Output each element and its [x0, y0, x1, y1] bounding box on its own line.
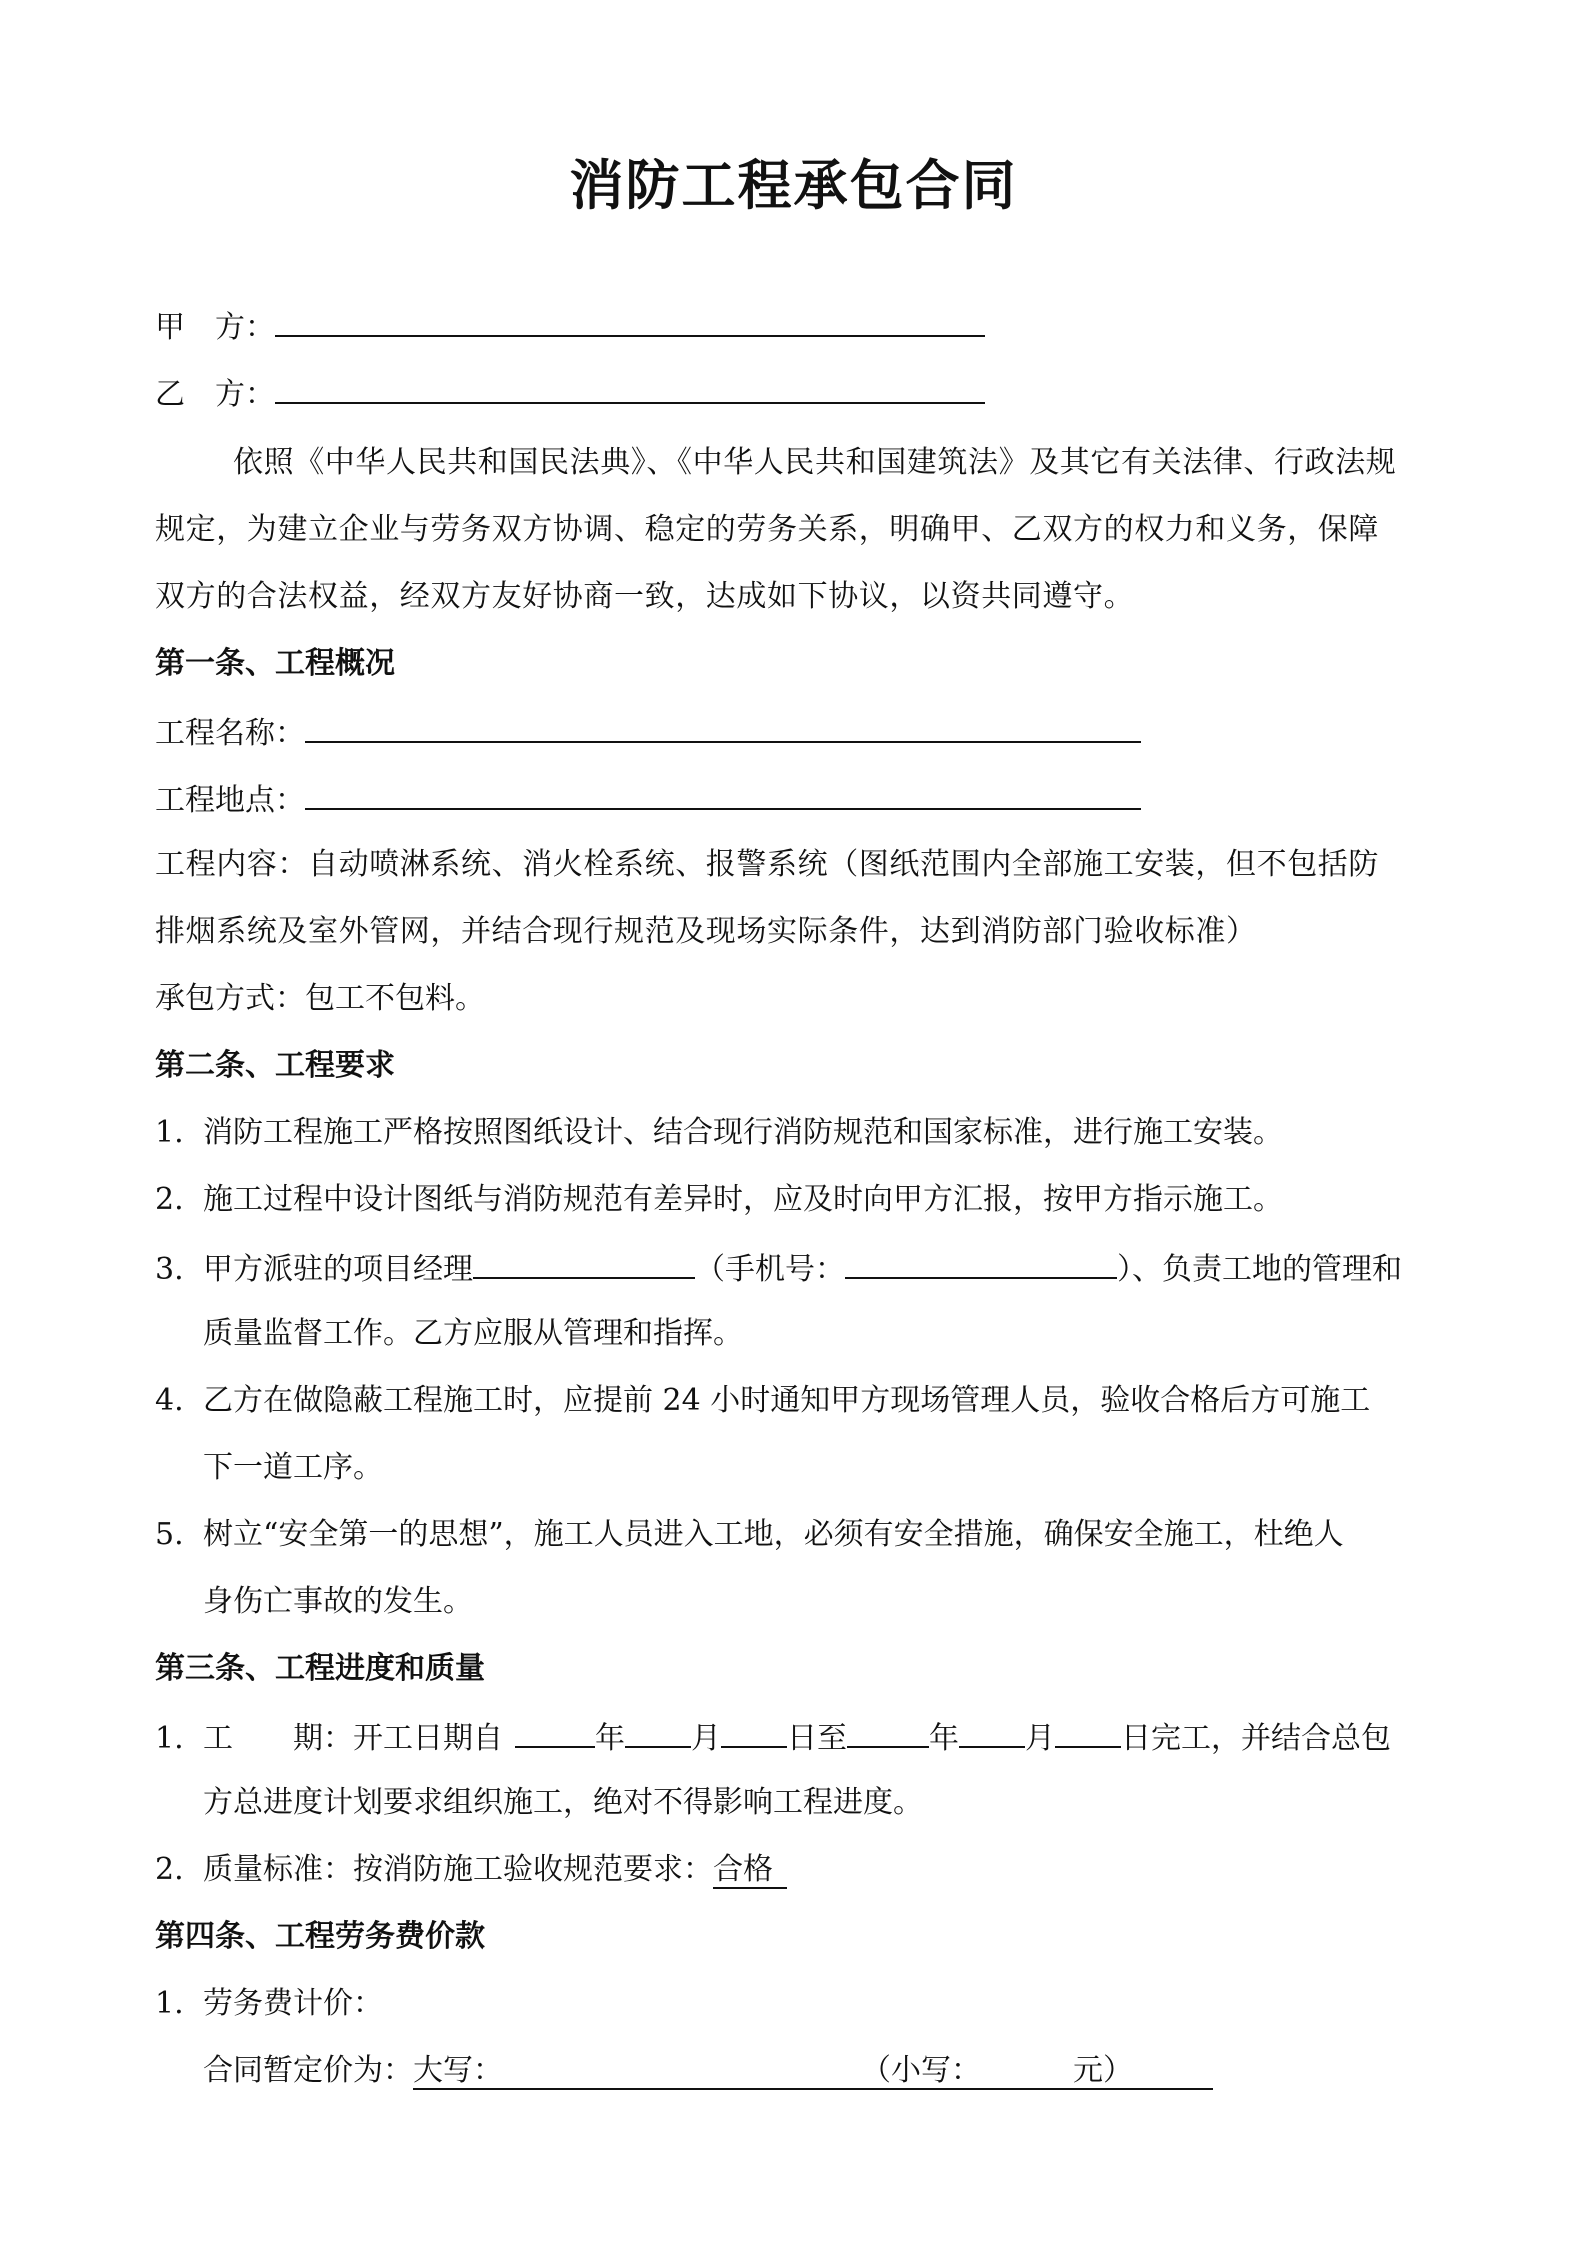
- article2-item-1: [155, 1113, 1283, 1153]
- contract-price-label: 合同暂定价为：: [203, 2053, 413, 2088]
- start-month-blank[interactable]: [625, 1716, 691, 1748]
- intro-line-3: 双方的合法权益，经双方友好协商一致，达成如下协议，以资共同遵守。: [155, 579, 1135, 614]
- list-number: 5.: [155, 1517, 184, 1552]
- party-b-blank[interactable]: [275, 372, 985, 404]
- lowercase-label: （小写：: [861, 2053, 981, 2088]
- list-item-text: 施工过程中设计图纸与消防规范有差异时，应及时向甲方汇报，按甲方指示施工。: [203, 1182, 1283, 1217]
- project-name-blank[interactable]: [305, 711, 1141, 743]
- party-a-line: [155, 305, 985, 348]
- manager-phone-blank[interactable]: [845, 1247, 1117, 1279]
- manager-duty-text: ）、负责工地的管理和: [1117, 1252, 1402, 1287]
- yuan-label: 元）: [1073, 2053, 1133, 2088]
- project-name-line: [155, 711, 1141, 754]
- article2-heading: 第二条、工程要求: [155, 1048, 395, 1083]
- article4-heading: 第四条、工程劳务费价款: [155, 1919, 485, 1954]
- list-number: 1.: [155, 1721, 184, 1756]
- party-b-label: 乙 方：: [155, 377, 275, 412]
- end-month-blank[interactable]: [959, 1716, 1025, 1748]
- day-to-label: 日至: [787, 1721, 847, 1756]
- party-a-label: 甲 方：: [155, 310, 275, 345]
- article2-item-5: [155, 1515, 1344, 1555]
- project-location-label: 工程地点：: [155, 783, 305, 818]
- party-a-blank[interactable]: [275, 305, 985, 337]
- article2-item-4: [155, 1381, 1370, 1421]
- list-number: 4.: [155, 1383, 184, 1418]
- article3-heading: 第三条、工程进度和质量: [155, 1651, 485, 1686]
- period-label: 工 期：开工日期自: [203, 1721, 503, 1756]
- end-year-blank[interactable]: [847, 1716, 929, 1748]
- manager-name-blank[interactable]: [473, 1247, 695, 1279]
- project-content-line-1: 工程内容：自动喷淋系统、消火栓系统、报警系统（图纸范围内全部施工安装，但不包括防: [155, 847, 1379, 882]
- start-day-blank[interactable]: [721, 1716, 787, 1748]
- year-label: 年: [929, 1721, 959, 1756]
- article3-item-2: [155, 1850, 787, 1890]
- intro-line-1: 依照《中华人民共和国民法典》、《中华人民共和国建筑法》及其它有关法律、行政法规: [233, 445, 1397, 480]
- year-label: 年: [595, 1721, 625, 1756]
- contract-price-line: [203, 2051, 1213, 2091]
- list-number: 3.: [155, 1252, 184, 1287]
- intro-line-2: 规定，为建立企业与劳务双方协调、稳定的劳务关系，明确甲、乙双方的权力和义务，保障: [155, 512, 1379, 547]
- article2-item-3-cont: 质量监督工作。乙方应服从管理和指挥。: [203, 1316, 743, 1351]
- project-location-blank[interactable]: [305, 778, 1141, 810]
- uppercase-label: 大写：: [413, 2053, 503, 2088]
- list-item-text: 消防工程施工严格按照图纸设计、结合现行消防规范和国家标准，进行施工安装。: [203, 1115, 1283, 1150]
- list-item-text: 树立“安全第一的思想”，施工人员进入工地，必须有安全措施，确保安全施工，杜绝人: [203, 1517, 1344, 1552]
- list-number: 1.: [155, 1115, 184, 1150]
- price-amount-field[interactable]: [413, 2054, 1213, 2090]
- article1-heading: 第一条、工程概况: [155, 646, 395, 681]
- month-label: 月: [1025, 1721, 1055, 1756]
- list-number: 2.: [155, 1852, 184, 1887]
- contract-mode: 承包方式：包工不包料。: [155, 981, 485, 1016]
- day-end-label: 日完工，并结合总包: [1121, 1721, 1391, 1756]
- month-label: 月: [691, 1721, 721, 1756]
- manager-label: 甲方派驻的项目经理: [203, 1252, 473, 1287]
- list-item-text: 乙方在做隐蔽工程施工时，应提前 24 小时通知甲方现场管理人员，验收合格后方可施工: [203, 1383, 1371, 1418]
- party-b-line: [155, 372, 985, 415]
- project-location-line: [155, 778, 1141, 821]
- article2-item-4-cont: 下一道工序。: [203, 1450, 383, 1485]
- project-name-label: 工程名称：: [155, 716, 305, 751]
- list-number: 2.: [155, 1182, 184, 1217]
- quality-value[interactable]: 合格: [713, 1853, 787, 1889]
- article2-item-2: [155, 1180, 1283, 1220]
- phone-label: （手机号：: [695, 1252, 845, 1287]
- end-day-blank[interactable]: [1055, 1716, 1121, 1748]
- article4-item-1: [155, 1984, 383, 2024]
- article3-item-1: [155, 1716, 1391, 1759]
- article2-item-3: [155, 1247, 1402, 1290]
- document-title: 消防工程承包合同: [569, 153, 1018, 217]
- article2-item-5-cont: 身伤亡事故的发生。: [203, 1584, 473, 1619]
- project-content-line-2: 排烟系统及室外管网，并结合现行规范及现场实际条件，达到消防部门验收标准）: [155, 914, 1257, 949]
- quality-label: 质量标准：按消防施工验收规范要求：: [203, 1852, 713, 1887]
- list-item-text: 劳务费计价：: [203, 1986, 383, 2021]
- start-year-blank[interactable]: [515, 1716, 595, 1748]
- list-number: 1.: [155, 1986, 184, 2021]
- article3-item-1-cont: 方总进度计划要求组织施工，绝对不得影响工程进度。: [203, 1785, 923, 1820]
